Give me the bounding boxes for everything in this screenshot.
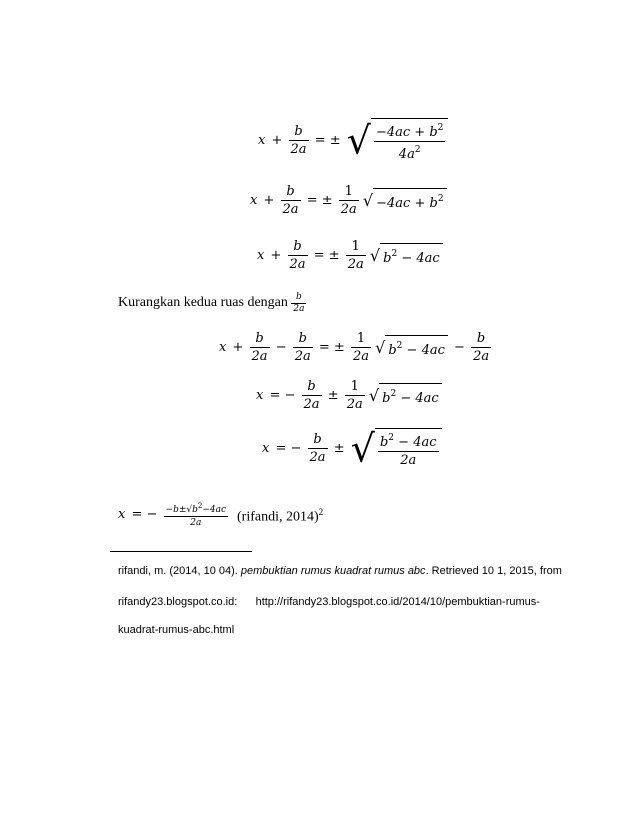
instruction-label: Kurangkan kedua ruas dengan [118,295,288,310]
footnote-title: pembuktian rumus kuadrat rumus abc [240,565,426,577]
equation-1: x + $\frac{b}{2a}$ = ± √ $\frac{-4ac + b^2}{4a^2}$ [258,118,448,163]
instruction-fraction: $\frac{b}{2a}$ [293,292,305,314]
footnote-line-1 [118,565,562,577]
footnote-retrieved: . Retrieved 10 1, 2015, from [425,565,562,577]
equation-2: x + $\frac{b}{2a}$ = ± $\frac{1}{2a}$ √ $-4ac + b^2$ [250,183,447,218]
equation-3: x + $\frac{b}{2a}$ = ± $\frac{1}{2a}$ √ $b^2 - 4ac$ [257,238,443,273]
equation-4: x + $\frac{b}{2a}$ − $\frac{b}{2a}$ = ± $\frac{1}{2a}$ √ $b^2 - 4ac$ − $\frac{b}{2a}$ [219,331,490,364]
citation [237,507,323,526]
equation-5: x = − $\frac{b}{2a}$ ± $\frac{1}{2a}$ √ $b^2 - 4ac$ [256,378,442,413]
footnote-separator [110,551,252,552]
footnote-author: rifandi, m. (2014, 10 04). [118,565,241,577]
equation-6: x = − $\frac{b}{2a}$ ± √ $\frac{b^2 - 4ac}{2a}$ [262,428,442,469]
citation-text: (rifandi, 2014) [237,509,319,525]
footnote-line-3[interactable]: kuadrat-rumus-abc.html [118,624,235,636]
instruction-text [118,292,306,315]
equation-7: x = − $\frac{-b\pm√b^2-4ac}{2a}$ [118,502,227,528]
footnote-line-2[interactable]: rifandy23.blogspot.co.id: http://rifandy23.blogspot.co.id/2014/10/pembuktian-rumus- [118,596,540,608]
citation-footnote-mark: 2 [318,507,324,517]
